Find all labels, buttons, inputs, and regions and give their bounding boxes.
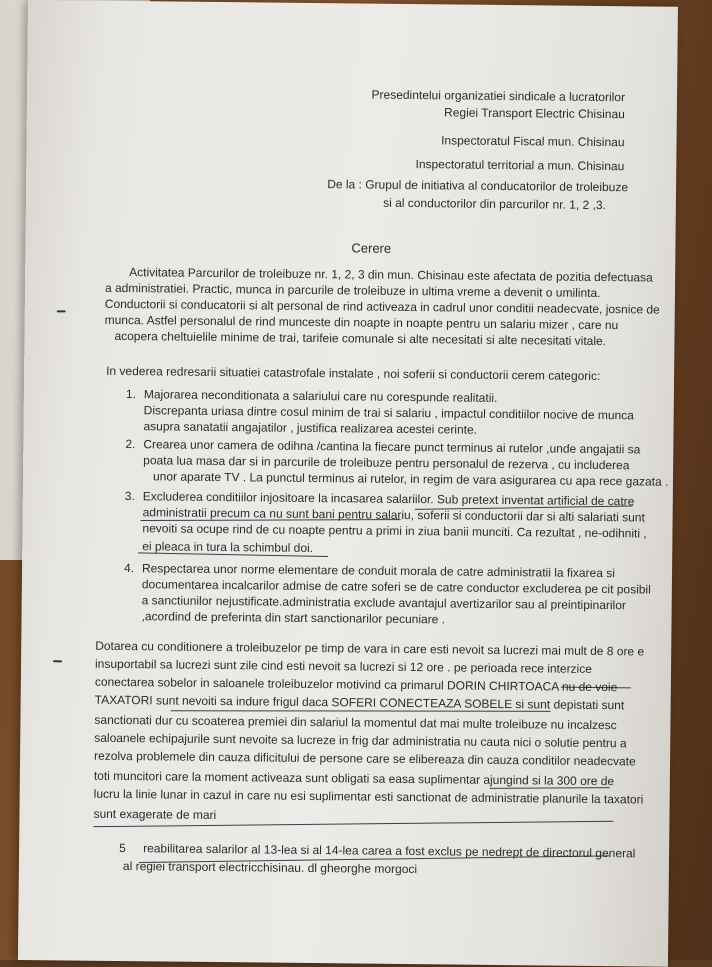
paragraph-line: insuportabil sa lucrezi sunt zile cind esti nevoit sa lucrezi si 12 ore . pe perioada rece interzice [94, 656, 593, 676]
header-recipient-1: Presedintelui organizatiei sindicale a lucratorilor [371, 87, 626, 105]
header-recipient-3: Inspectoratul territorial a mun. Chisinau [415, 157, 625, 174]
item-line: Majorarea neconditionata a salariului care nu corespunde realitatii. [143, 387, 498, 405]
intro-line: acopera cheltuielile minime de trai, tarifeie comunale si alte necesitati si alte necesitati vitale. [114, 328, 607, 349]
paragraph-line: lucru la linie lunar in cazul in care nu esi suplimentar esti sanctionat de administratie planurile la taxatori [93, 786, 644, 807]
paragraph-line: rezolva problemele din cauza dificitului de persone care se elibereaza din cauza conditilor neadecvate [94, 748, 636, 769]
paragraph-line: Dotarea cu conditionere a troleibuzelor pe timp de vara in care esti nevoit sa lucrezi mai mult de 8 ore e [95, 638, 645, 659]
header-recipient-2: Inspectoratul Fiscal mun. Chisinau [441, 133, 625, 150]
item-line: Excluderea conditiilor injositoare la incasarea salariilor. Sub pretext inventat artificial de catre [142, 489, 635, 509]
item-line: reabilitarea salarilor al 13-lea si al 14-lea carea a fost exclus pe nedrept de directorul general [143, 841, 636, 861]
paragraph-line: conectarea sobelor in saloanele troleibuzelor motivind ca primarul DORIN CHIRTOACA nu de voie [94, 674, 618, 695]
intro-line: a administratiei. Practic, munca in parcurile de troleibuze in ultima vreme a devenit o umilinta. [104, 280, 601, 301]
header-sender-2: si al conductorilor din parcurilor nr. 1, 2 ,3. [383, 195, 606, 213]
intro-line: munca. Astfel personalul de rind munceste din noapte in noapte pentru un salariu mizer , care nu [104, 312, 619, 333]
item-number: 4. [123, 561, 135, 576]
item-number: 5 [119, 841, 126, 856]
item-line: Discrepanta uriasa dintre cosul minim de trai si salariu , impactul conditiilor nocive de munca [143, 403, 634, 423]
item-line: al regiei transport electricchisinau. dl gheorghe morgoci [122, 859, 418, 877]
item-line: documentarea incalcarilor admise de catre soferi se de catre conductor excluderea pe cit posibil [141, 577, 651, 597]
item-line: poata lua masa dar si in parcurile de troleibuze pentru personalul de rezerva , cu includerea [143, 453, 630, 473]
header-sender: De la : Grupul de initiativa al conducatorilor de troleibuze [327, 177, 629, 195]
document-page [18, 0, 678, 967]
item-line: administratii precum ca nu sunt bani pentru salariu, soferii si conductorii dar si alti salariati sunt [142, 505, 645, 525]
item-line: nevoiti sa ocupe rind de cu noapte pentru a primi in ziua banii munciti. Ca rezultat , ne-odihniti , [142, 521, 647, 541]
item-line: Crearea unor camera de odihna /cantina la fiecare punct terminus ai rutelor ,unde angajatii sa [143, 437, 641, 457]
punch-mark [57, 310, 66, 312]
intro-line: Activitatea Parcurilor de troleibuze nr. 1, 2, 3 din mun. Chisinau este afectata de pozitia defectuasa [129, 265, 653, 285]
paragraph-line: TAXATORI sunt nevoiti sa indure frigul daca SOFERI CONECTEAZA SOBELE si sunt depistati sunt [94, 692, 625, 713]
header-recipient-1b: Regiei Transport Electric Chisinau [444, 105, 625, 122]
item-number: 1. [125, 387, 136, 402]
item-line: asupra sanatatii angajatilor , justifica realizarea acestei cerinte. [143, 419, 478, 437]
item-line: a sanctiunilor nejustificate.administratia exclude avantajul avertizarilor sau al preintipinarilor [141, 593, 627, 613]
paragraph-line: sanctionati dur cu scoaterea premiei din salariul la momentul dat mai multe troleibuze nu incalzesc [94, 712, 617, 733]
item-line: Respectarea unor norme elementare de conduit morala de catre administratii la fixarea si [141, 561, 616, 581]
item-line: ,acordind de preferinta din start sanctionarilor pecuniare . [141, 609, 446, 627]
item-number: 3. [124, 489, 135, 504]
paragraph-line: saloanele echipajurile sunt nevoite sa lucreze in frig dar administratia nu cauta nici o solutie pentru a [94, 730, 627, 751]
item-line: ei pleaca in tura la schimbul doi. [142, 539, 314, 556]
ink-underline [171, 710, 551, 712]
intro-line: Conductorii si conducatorii si alt personal de rind activeaza in cadrul unor conditii neadecvate, josnice de [104, 296, 660, 317]
paragraph-line: toti muncitori care la moment activeaza sunt obligati sa easa suplimentar ajungind si la 300 ore de [93, 768, 615, 789]
demands-lead: In vederea redresarii situatiei catastrofale instalate , noi soferii si conductorii cerem categoric: [106, 363, 601, 384]
item-number: 2. [125, 437, 136, 452]
punch-mark [53, 660, 62, 662]
item-line: unor aparate TV . La punctul terminus ai rutelor, in regim de vara asigurarea cu apa rece gazata . [152, 469, 669, 489]
document-title: Cerere [351, 240, 392, 256]
paragraph-line: sunt exagerate de mari [93, 806, 217, 823]
